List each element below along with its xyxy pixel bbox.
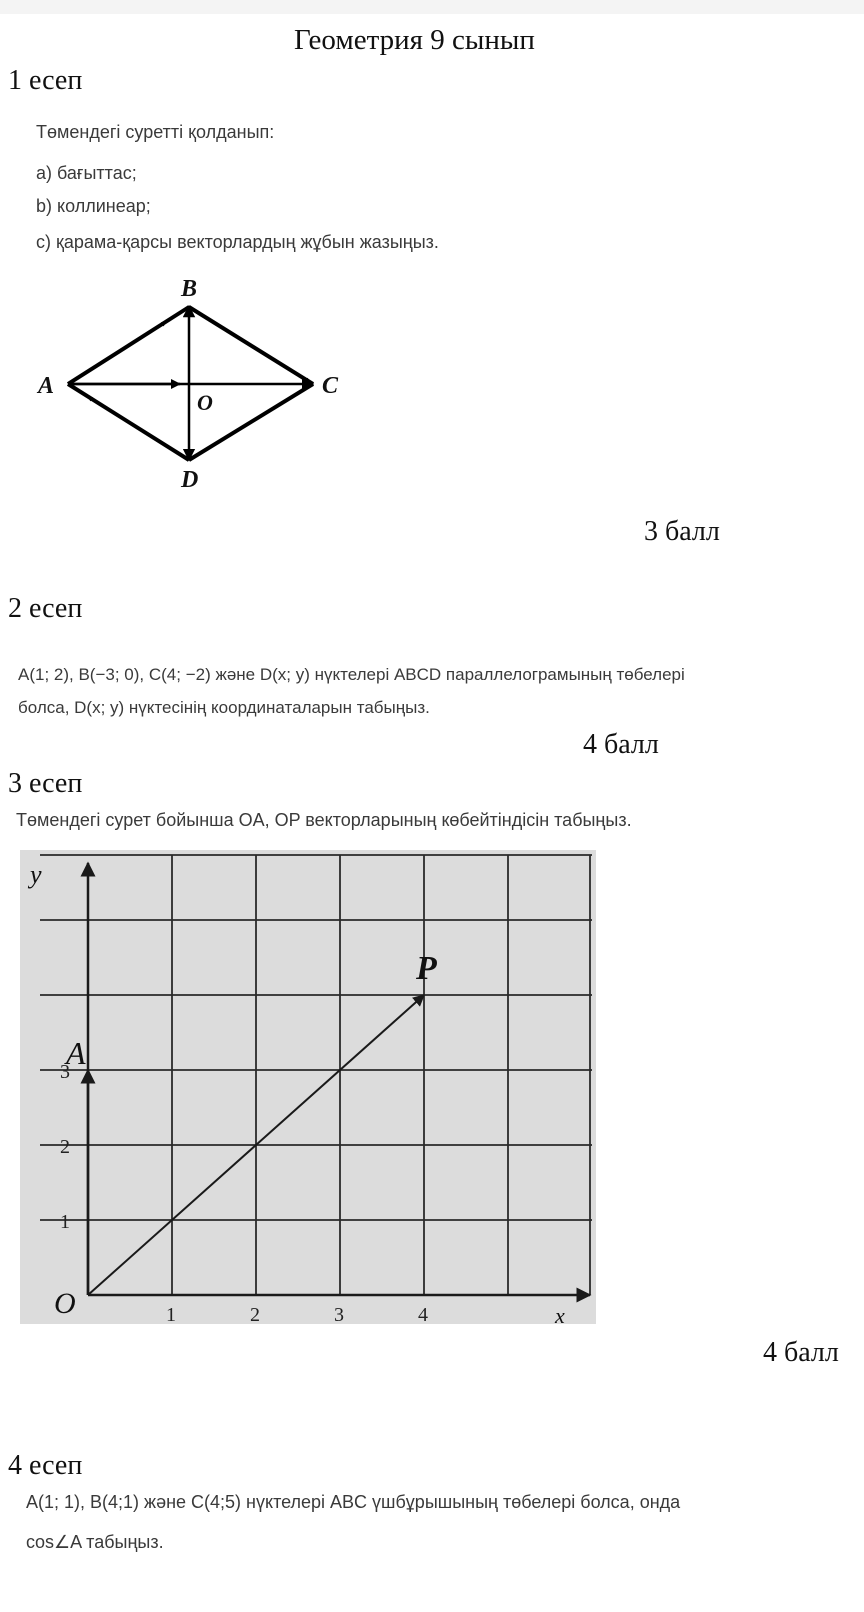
page-title: Геометрия 9 сынып — [294, 24, 535, 56]
label-c: C — [322, 373, 339, 399]
problem-1-heading: 1 есеп — [8, 65, 83, 96]
rhombus-figure — [0, 0, 864, 500]
coordinate-graph — [20, 845, 596, 1328]
x-axis-label: x — [555, 1303, 565, 1328]
y-tick-label: 3 — [60, 1061, 70, 1083]
problem-2-heading: 2 есеп — [8, 593, 83, 624]
problem-3-text: Төмендегі сурет бойынша OA, OP векторларының көбейтіндісін табыңыз. — [16, 810, 632, 830]
problem-2-score: 4 балл — [583, 729, 659, 760]
x-tick-label: 2 — [250, 1304, 260, 1326]
problem-1-line: а) бағыттас; — [36, 163, 137, 183]
x-tick-label: 3 — [334, 1304, 344, 1326]
side-da-arrow — [88, 397, 130, 423]
problem-2-line: болса, D(x; y) нүктесінің координаталарын табыңыз. — [18, 698, 430, 717]
label-o: O — [197, 390, 213, 415]
problem-1-line: b) коллинеар; — [36, 196, 151, 216]
problem-1-line: Төмендегі суретті қолданып: — [36, 122, 275, 142]
origin-label: O — [54, 1287, 76, 1320]
x-tick-label: 4 — [418, 1304, 428, 1326]
y-tick-label: 2 — [60, 1136, 70, 1158]
label-b: B — [181, 276, 198, 302]
x-tick-label: 1 — [166, 1304, 176, 1326]
problem-4-line: cos∠A табыңыз. — [26, 1532, 164, 1552]
label-d: D — [181, 467, 199, 493]
problem-4-line: A(1; 1), B(4;1) және C(4;5) нүктелері ABC үшбұрышының төбелері болса, онда — [26, 1492, 681, 1512]
side-ab-arrow — [100, 322, 166, 364]
problem-1-score: 3 балл — [644, 516, 720, 547]
problem-1-line: с) қарама-қарсы векторлардың жұбын жазыңыз. — [36, 232, 439, 252]
label-a: A — [38, 373, 55, 399]
side-bc-arrow — [250, 345, 310, 382]
problem-2-line: A(1; 2), B(−3; 0), C(4; −2) және D(x; y) нүктелері ABCD параллелограмының төбелері — [18, 665, 685, 684]
point-p-label: P — [416, 950, 437, 987]
point-a-label: A — [66, 1035, 86, 1071]
problem-4-heading: 4 есеп — [8, 1450, 83, 1481]
y-tick-label: 1 — [60, 1211, 70, 1233]
problem-3-score: 4 балл — [763, 1337, 839, 1368]
graph-background — [20, 850, 596, 1324]
y-axis-label: y — [30, 860, 42, 889]
problem-3-heading: 3 есеп — [8, 768, 83, 799]
